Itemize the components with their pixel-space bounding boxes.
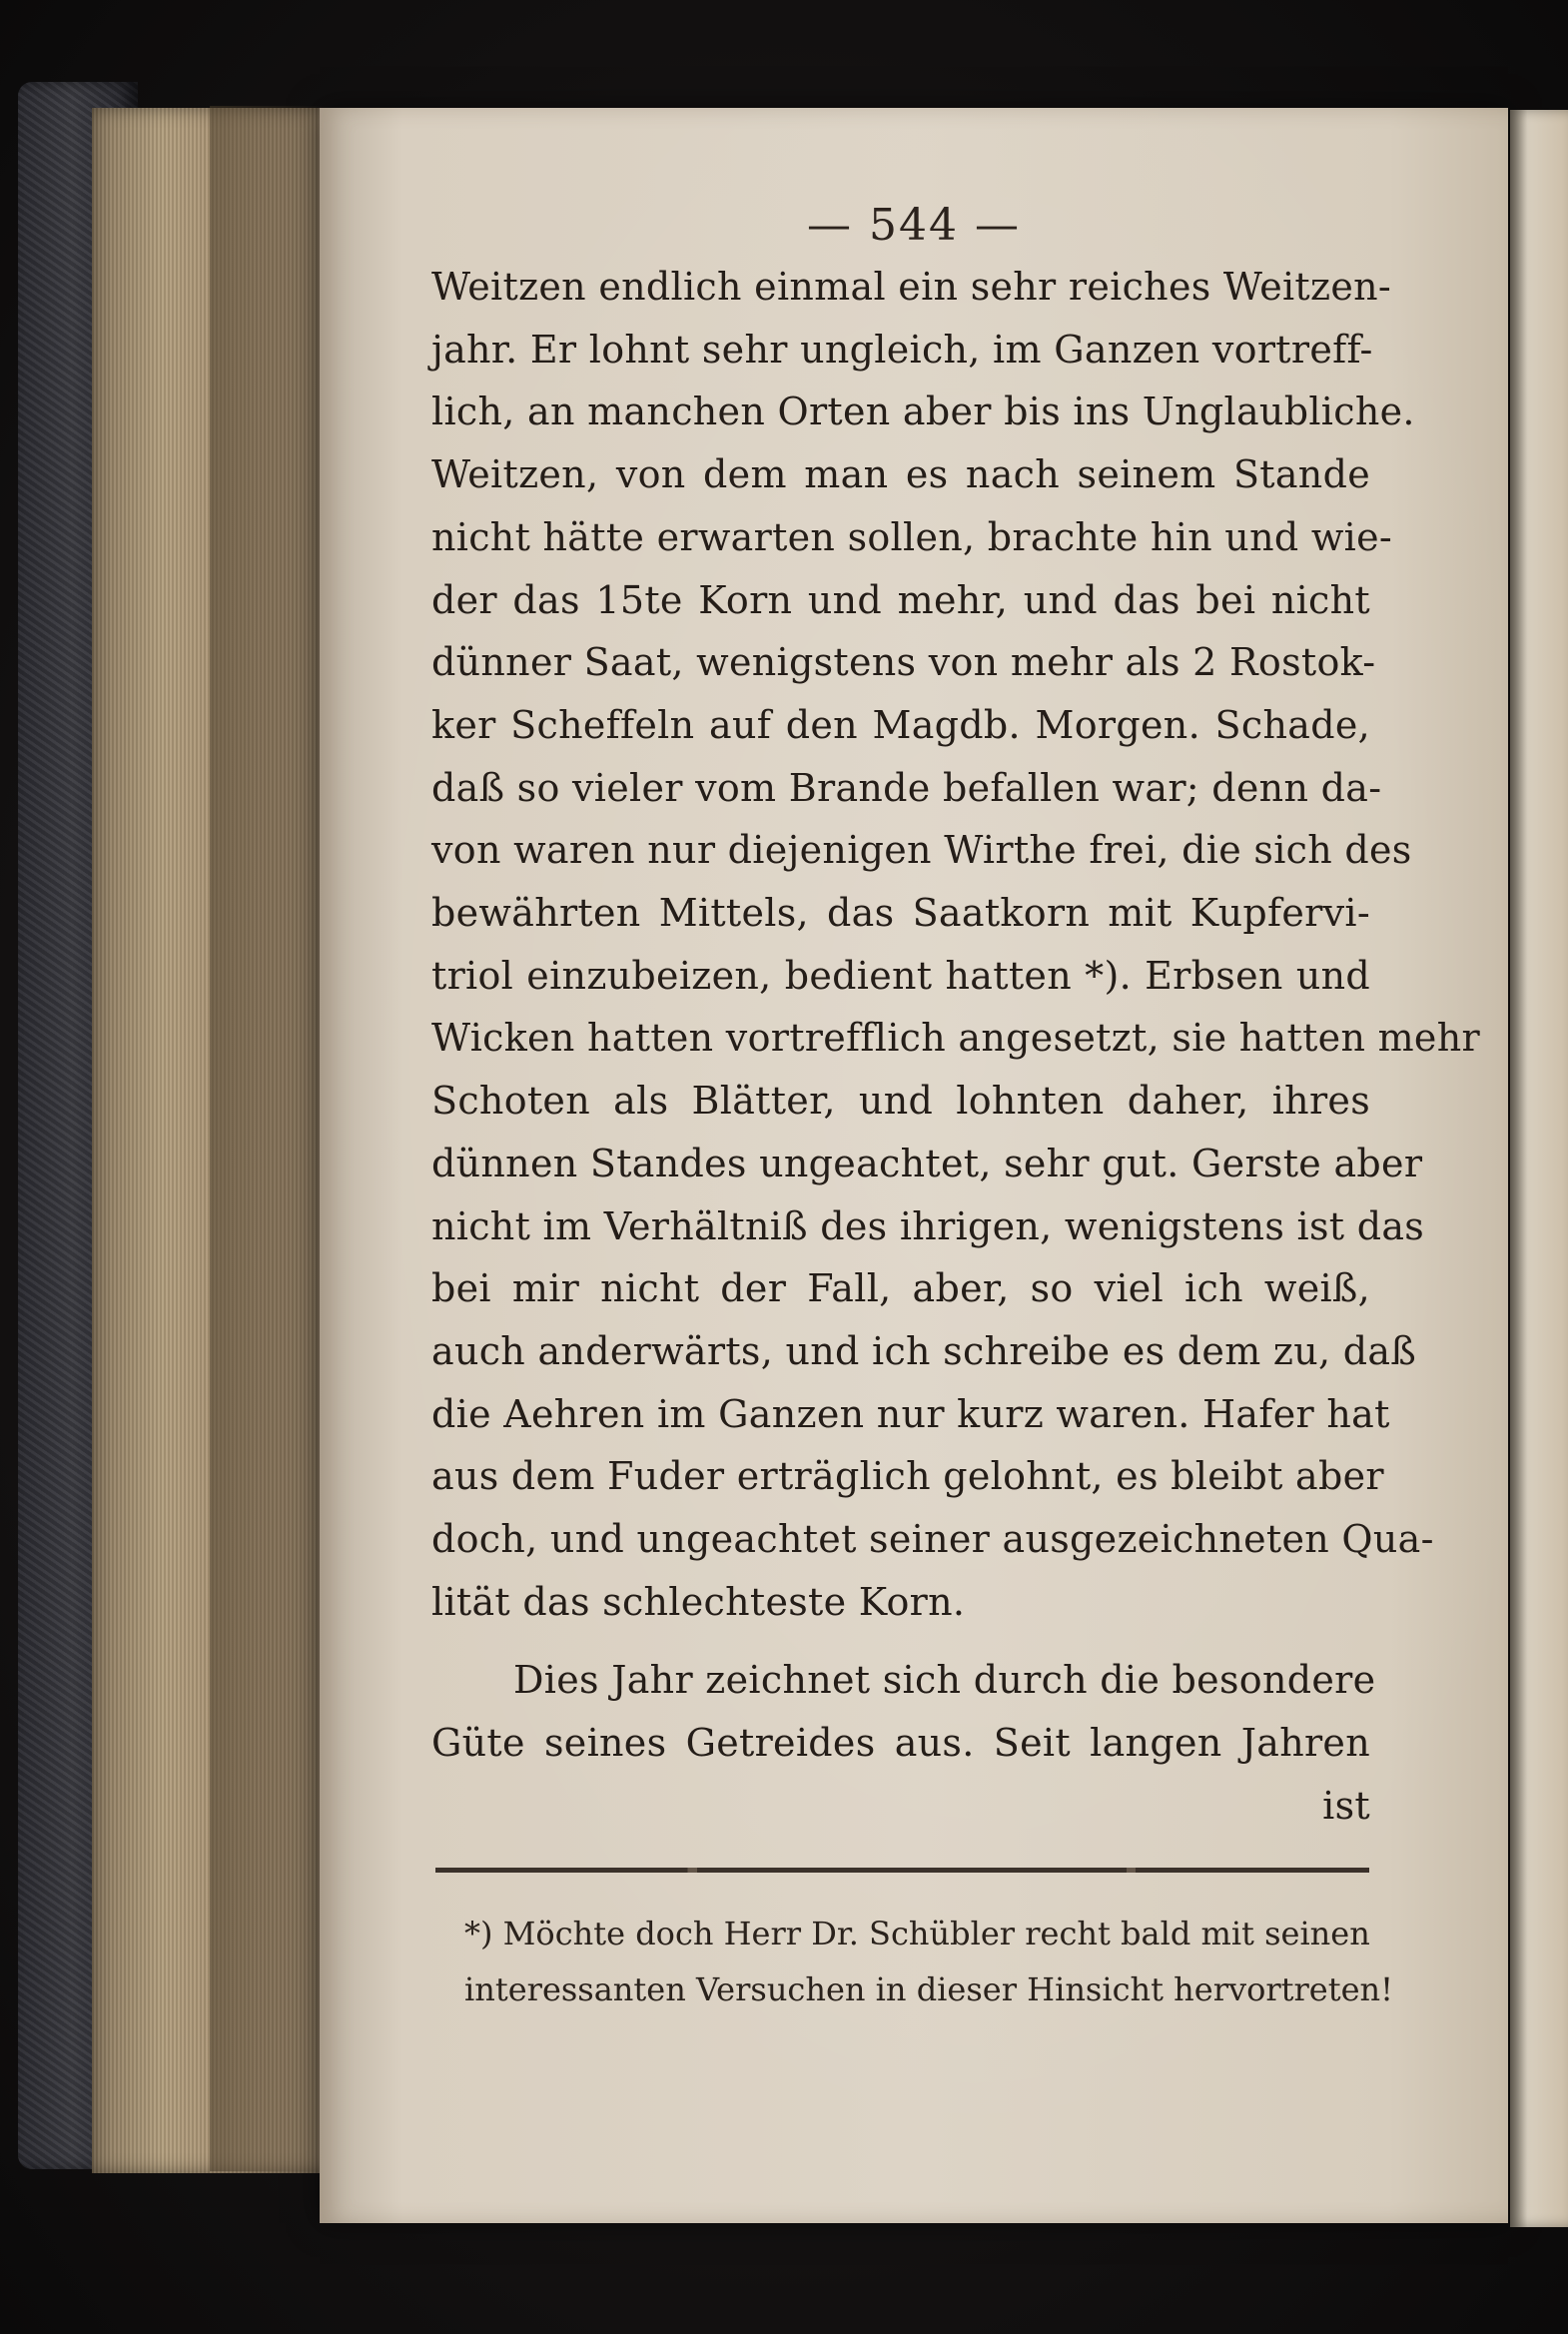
footnote-line: interessanten Versuchen in dieser Hinsicht hervortreten! (464, 1970, 1393, 2008)
text-line: dünnen Standes ungeachtet, sehr gut. Gerste aber (431, 1141, 1423, 1185)
text-line: dünner Saat, wenigstens von mehr als 2 Rostok- (431, 640, 1376, 685)
text-line: Wicken hatten vortrefflich angesetzt, sie hatten mehr (431, 1016, 1480, 1061)
footnote-rule (435, 1868, 1369, 1873)
text-line: doch, und ungeachtet seiner ausgezeichneten Qua- (431, 1517, 1434, 1562)
text-line: der das 15te Korn und mehr, und das bei nicht (431, 577, 1370, 622)
text-line: die Aehren im Ganzen nur kurz waren. Hafer hat (431, 1391, 1390, 1436)
facing-page-edge (1510, 110, 1568, 2227)
page-number: — 544 — (807, 200, 1021, 251)
footnote (464, 1906, 1393, 2017)
text-line: Schoten als Blätter, und lohnten daher, ihres (431, 1079, 1370, 1124)
text-line: nicht im Verhältniß des ihrigen, wenigstens ist das (431, 1203, 1425, 1248)
footnote-line: *) Möchte doch Herr Dr. Schübler recht bald mit seinen (464, 1915, 1370, 1952)
text-line: lität das schlechteste Korn. (431, 1579, 966, 1624)
text-line: bei mir nicht der Fall, aber, so viel ich weiß, (431, 1266, 1370, 1311)
text-line: Weitzen, von dem man es nach seinem Stande (431, 452, 1370, 497)
paragraph (431, 1649, 1376, 1837)
text-line: jahr. Er lohnt sehr ungleich, im Ganzen vortreff- (431, 327, 1373, 372)
text-line: Güte seines Getreides aus. Seit langen Jahren (431, 1721, 1370, 1766)
body-text (431, 256, 1480, 1838)
text-line: Weitzen endlich einmal ein sehr reiches Weitzen- (431, 265, 1392, 309)
text-line: auch anderwärts, und ich schreibe es dem zu, daß (431, 1328, 1417, 1373)
text-line: aus dem Fuder erträglich gelohnt, es bleibt aber (431, 1454, 1384, 1499)
text-line: ker Scheffeln auf den Magdb. Morgen. Schade, (431, 702, 1370, 747)
book-page (320, 108, 1508, 2223)
text-line: nicht hätte erwarten sollen, brachte hin und wie- (431, 514, 1393, 559)
text-line: daß so vieler vom Brande befallen war; denn da- (431, 765, 1382, 810)
page-gutter-shadow (210, 106, 330, 2171)
text-line: lich, an manchen Orten aber bis ins Unglaubliche. (431, 389, 1415, 434)
catchword: ist (1322, 1783, 1370, 1828)
text-line: triol einzubeizen, bedient hatten *). Erbsen und (431, 953, 1370, 998)
text-line: bewährten Mittels, das Saatkorn mit Kupfervi- (431, 891, 1370, 936)
text-line: Dies Jahr zeichnet sich durch die besondere (513, 1658, 1376, 1703)
text-line: von waren nur diejenigen Wirthe frei, die sich des (431, 828, 1412, 873)
